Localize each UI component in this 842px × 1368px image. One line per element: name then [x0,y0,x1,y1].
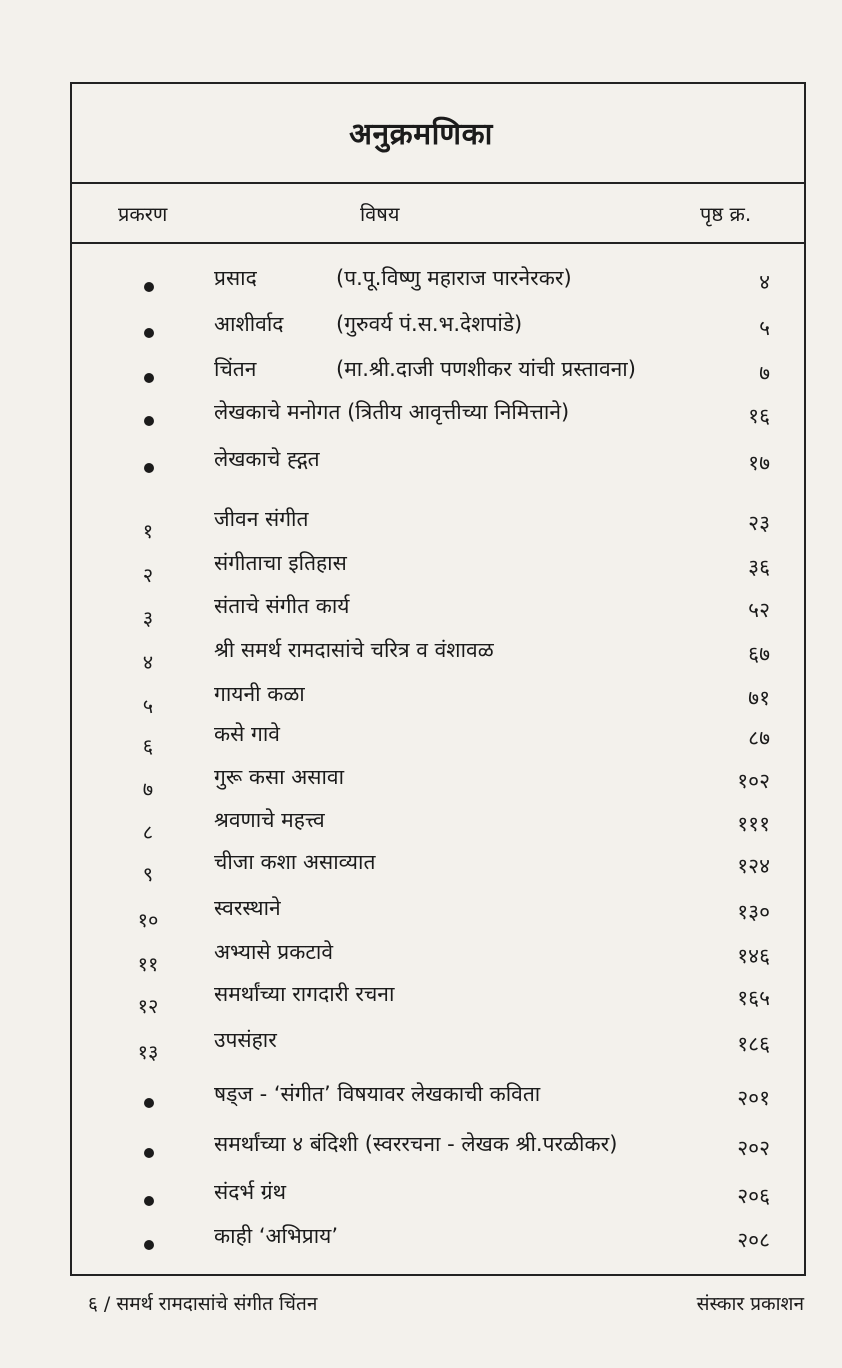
bullet-icon [144,416,154,426]
entry-subject: षड्ज - ‘संगीत’ विषयावर लेखकाची कविता [214,1082,541,1106]
toc-entry [0,1080,842,1120]
page-number: १८६ [737,1032,770,1056]
page-number: ७१ [748,686,770,710]
chapter-number: १० [137,908,159,932]
toc-entry [0,310,842,350]
footer-book-title: ६ / समर्थ रामदासांचे संगीत चिंतन [88,1293,318,1315]
page-number: १२४ [737,854,770,878]
toc-entry [0,848,842,888]
entry-subject: काही ‘अभिप्राय’ [214,1224,338,1248]
toc-entry [0,763,842,803]
chapter-number: ४ [142,650,154,674]
bullet-icon [144,1148,154,1158]
entry-subject: जीवन संगीत [214,507,309,531]
entry-subject: कसे गावे [214,722,280,746]
entry-subject: श्रवणाचे महत्त्व [214,808,325,832]
toc-entry [0,894,842,934]
bullet-icon [144,1240,154,1250]
entry-subject: स्वरस्थाने [214,896,281,920]
toc-entry [0,1130,842,1170]
entry-subject: समर्थांच्या ४ बंदिशी (स्वररचना - लेखक श्री.परळीकर) [214,1132,618,1156]
page-number: २०१ [737,1086,770,1110]
page-number: २३ [748,511,770,535]
column-header-page: पृष्ठ क्र. [700,202,752,226]
chapter-number: ८ [142,820,154,844]
page-number: २०२ [737,1136,770,1160]
page-number: २०६ [737,1184,770,1208]
toc-entry [0,980,842,1020]
title-divider [70,182,806,184]
toc-entry [0,1222,842,1262]
column-header-chapter: प्रकरण [118,202,168,226]
chapter-number: ६ [142,734,154,758]
chapter-number: ७ [142,777,154,801]
toc-entry [0,398,842,438]
toc-entry [0,1178,842,1218]
page-number: २०८ [737,1228,770,1252]
entry-note: (गुरुवर्य पं.स.भ.देशपांडे) [336,312,523,336]
chapter-number: २ [142,563,154,587]
chapter-number: १३ [137,1040,159,1064]
page-number: ७ [759,361,770,385]
footer-publisher: संस्कार प्रकाशन [696,1293,804,1315]
column-header-subject: विषय [360,202,400,226]
toc-entry [0,806,842,846]
chapter-number: ३ [142,606,154,630]
header-divider [70,242,806,244]
page-number: १०२ [737,769,770,793]
entry-subject: संगीताचा इतिहास [214,551,347,575]
entry-subject: समर्थांच्या रागदारी रचना [214,982,395,1006]
entry-subject: प्रसाद [214,266,257,290]
entry-subject: श्री समर्थ रामदासांचे चरित्र व वंशावळ [214,638,494,662]
toc-entry [0,592,842,632]
entry-subject: संताचे संगीत कार्य [214,594,350,618]
page-number: ८७ [748,726,770,750]
entry-note: (मा.श्री.दाजी पणशीकर यांची प्रस्तावना) [336,357,636,381]
page-number: १७ [748,451,770,475]
entry-subject: लेखकाचे मनोगत (त्रितीय आवृत्तीच्या निमित्ताने) [214,400,570,424]
entry-subject: चिंतन [214,357,257,381]
page-number: ५२ [748,598,770,622]
bullet-icon [144,1196,154,1206]
entry-subject: गायनी कळा [214,682,305,706]
toc-entry [0,636,842,676]
toc-entry [0,938,842,978]
page-number: ६७ [748,642,770,666]
entry-note: (प.पू.विष्णु महाराज पारनेरकर) [336,266,572,290]
entry-subject: गुरू कसा असावा [214,765,345,789]
chapter-number: १२ [137,994,159,1018]
chapter-number: ११ [137,952,159,976]
entry-subject: आशीर्वाद [214,312,284,336]
page-number: १११ [737,812,770,836]
entry-subject: संदर्भ ग्रंथ [214,1180,287,1204]
entry-subject: लेखकाचे ह्द्गत [214,447,320,471]
bullet-icon [144,373,154,383]
page-number: ३६ [748,555,770,579]
page-number: १४६ [737,944,770,968]
entry-subject: अभ्यासे प्रकटावे [214,940,334,964]
chapter-number: ९ [142,862,154,886]
page-number: ५ [759,316,770,340]
bullet-icon [144,463,154,473]
chapter-number: ५ [142,694,154,718]
toc-entry [0,680,842,720]
toc-entry [0,264,842,304]
toc-entry [0,1026,842,1066]
chapter-number: १ [142,519,154,543]
bullet-icon [144,1098,154,1108]
toc-entry [0,445,842,485]
page-number: ४ [759,270,770,294]
toc-entry [0,355,842,395]
bullet-icon [144,328,154,338]
entry-subject: चीजा कशा असाव्यात [214,850,376,874]
page-title: अनुक्रमणिका [349,117,493,152]
toc-entry [0,549,842,589]
entry-subject: उपसंहार [214,1028,277,1052]
toc-entry [0,720,842,760]
page-number: १६५ [737,986,770,1010]
page-number: १६ [748,404,770,428]
bullet-icon [144,282,154,292]
toc-entry [0,505,842,545]
page-number: १३० [737,900,770,924]
